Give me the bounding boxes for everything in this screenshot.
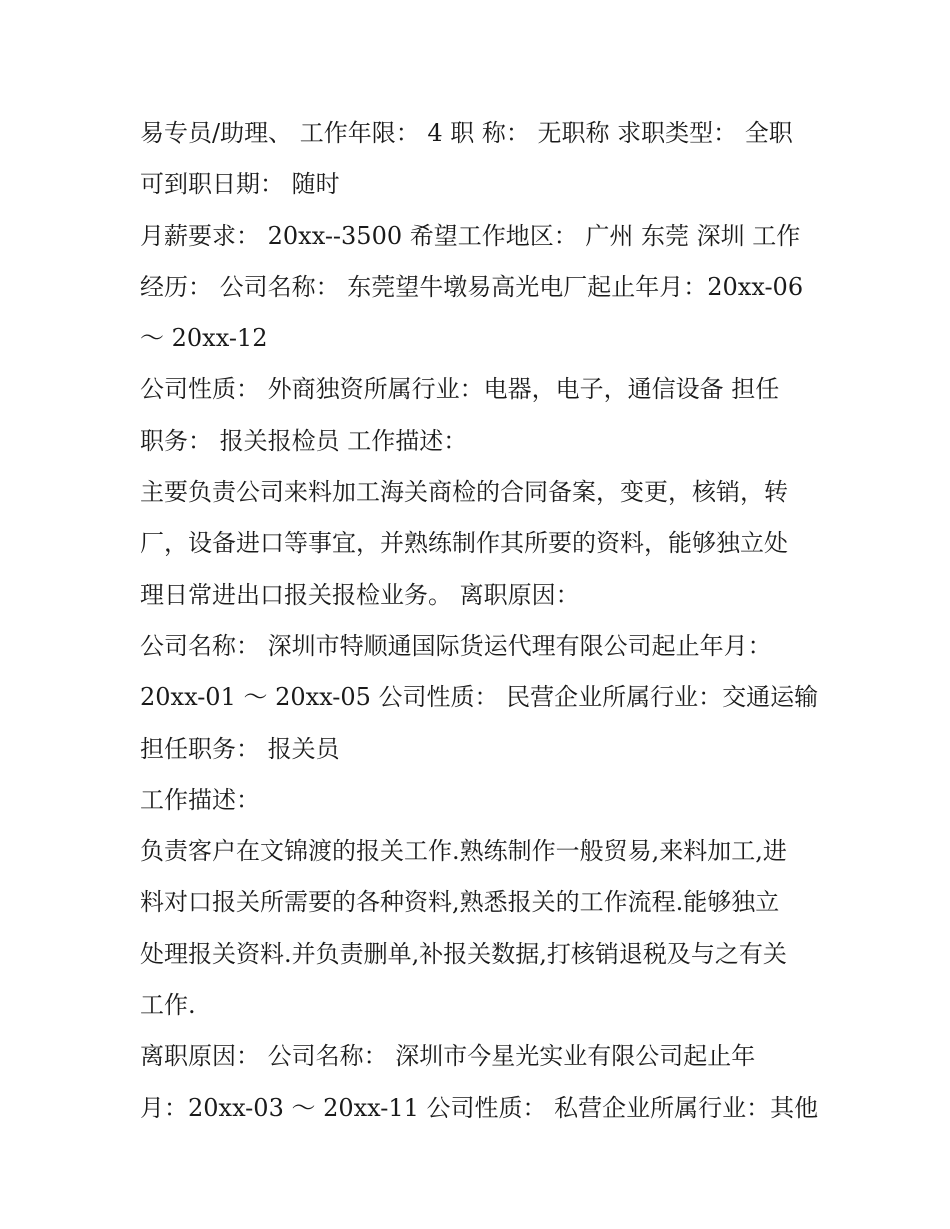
text-line: 理日常进出口报关报检业务。 离职原因：: [140, 580, 580, 609]
text-line: 工作.: [140, 991, 196, 1020]
text-line: 主要负责公司来料加工海关商检的合同备案，变更，核销，转: [140, 478, 788, 507]
text-line: 经历： 公司名称： 东莞望牛墩易高光电厂起止年月：20xx-06: [140, 272, 804, 301]
text-line: 处理报关资料.并负责删单,补报关数据,打核销退税及与之有关: [140, 939, 787, 968]
text-line: 公司名称： 深圳市特顺通国际货运代理有限公司起止年月：: [140, 631, 772, 660]
text-line: 可到职日期： 随时: [140, 170, 340, 199]
text-line: 厂，设备进口等事宜，并熟练制作其所要的资料，能够独立处: [140, 529, 788, 558]
text-line: ～ 20xx-12: [140, 324, 268, 353]
text-line: 职务： 报关报检员 工作描述：: [140, 426, 468, 455]
text-line: 月：20xx-03 ～ 20xx-11 公司性质： 私营企业所属行业：其他: [140, 1093, 819, 1122]
text-line: 离职原因： 公司名称： 深圳市今星光实业有限公司起止年: [140, 1042, 756, 1071]
resume-text-block: [140, 108, 830, 1134]
text-line: 公司性质： 外商独资所属行业：电器，电子，通信设备 担任: [140, 375, 780, 404]
text-line: 料对口报关所需要的各种资料,熟悉报关的工作流程.能够独立: [140, 888, 780, 917]
text-line: 负责客户在文锦渡的报关工作.熟练制作一般贸易,来料加工,进: [140, 837, 787, 866]
text-line: 担任职务： 报关员: [140, 734, 340, 763]
text-line: 月薪要求： 20xx--3500 希望工作地区： 广州 东莞 深圳 工作: [140, 221, 801, 250]
text-line: 工作描述：: [140, 785, 260, 814]
text-line: 20xx-01 ～ 20xx-05 公司性质： 民营企业所属行业：交通运输: [140, 683, 819, 712]
text-line: 易专员/助理、 工作年限： 4 职 称： 无职称 求职类型： 全职: [140, 119, 793, 147]
